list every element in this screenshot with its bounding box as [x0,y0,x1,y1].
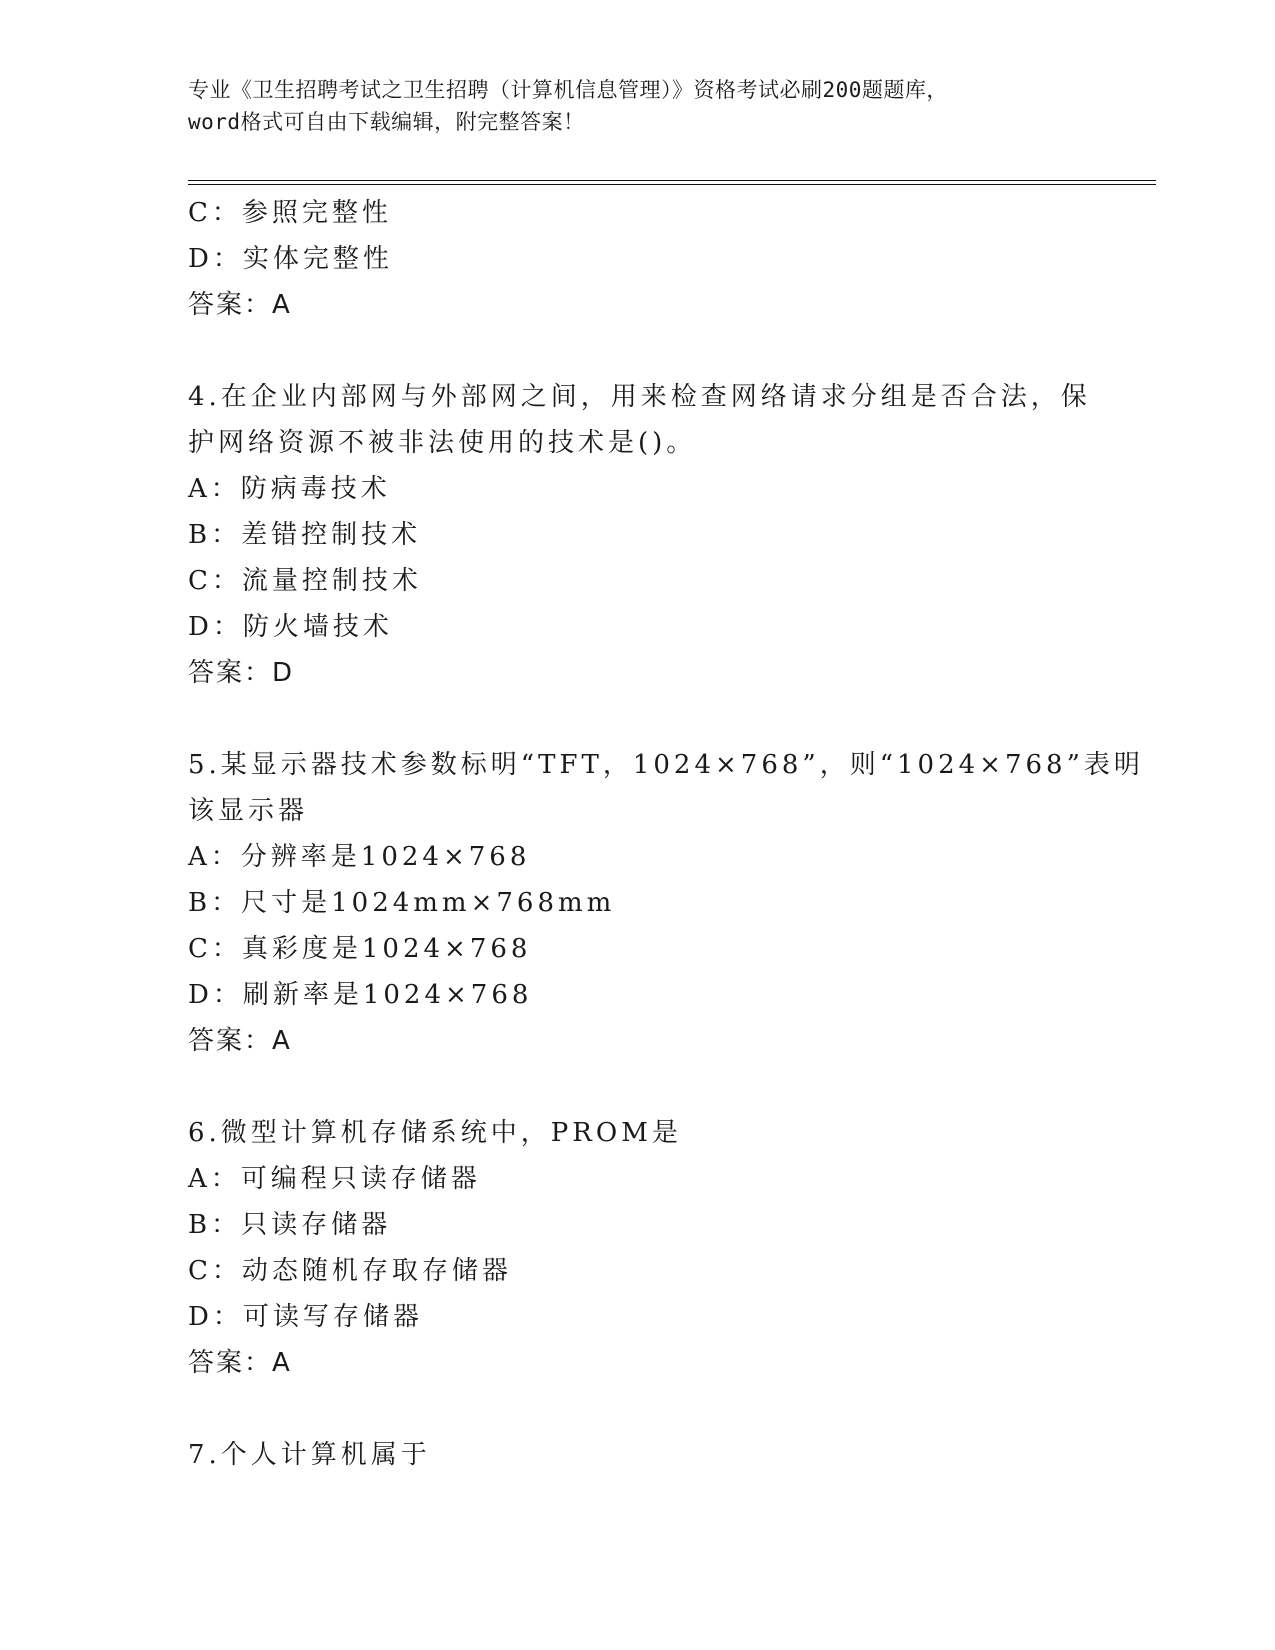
question-stem: 护网络资源不被非法使用的技术是()。 [188,428,697,458]
option-d: D：刷新率是1024×768 [188,980,533,1010]
option-a: A：可编程只读存储器 [188,1164,481,1194]
question-stem: 5.某显示器技术参数标明“TFT，1024×768”，则“1024×768”表明 [188,750,1144,780]
question-4 [188,374,1091,696]
spacer [188,328,1088,374]
option-c: C：参照完整性 [188,198,392,228]
question-stem: 4.在企业内部网与外部网之间，用来检查网络请求分组是否合法，保 [188,382,1091,412]
question-stem: 该显示器 [188,796,309,826]
header-title-line: 专业《卫生招聘考试之卫生招聘（计算机信息管理）》资格考试必刷200题题库， [188,78,948,102]
question-3-tail [188,190,1088,328]
option-d: D：可读写存储器 [188,1302,423,1332]
answer: 答案：A [188,1026,292,1056]
option-c: C：动态随机存取存储器 [188,1256,512,1286]
header-subtitle-line: word格式可自由下载编辑，附完整答案！ [188,110,585,134]
option-a: A：防病毒技术 [188,474,391,504]
document-header [188,74,1088,138]
header-divider-top [188,180,1156,181]
question-6 [188,1110,1088,1386]
option-c: C：真彩度是1024×768 [188,934,532,964]
answer: 答案：D [188,658,295,688]
question-5 [188,742,1144,1064]
spacer [188,696,1088,742]
option-d: D：防火墙技术 [188,612,393,642]
question-stem: 6.微型计算机存储系统中，PROM是 [188,1118,682,1148]
answer: 答案：A [188,290,292,320]
header-divider-bottom [188,184,1156,185]
option-d: D：实体完整性 [188,244,393,274]
spacer [188,1064,1088,1110]
option-b: B：尺寸是1024mm×768mm [188,888,616,918]
option-b: B：差错控制技术 [188,520,422,550]
option-b: B：只读存储器 [188,1210,392,1240]
question-list [188,190,1144,1478]
answer: 答案：A [188,1348,292,1378]
spacer [188,1386,1088,1432]
question-7 [188,1432,1088,1478]
question-stem: 7.个人计算机属于 [188,1440,431,1470]
option-c: C：流量控制技术 [188,566,422,596]
option-a: A：分辨率是1024×768 [188,842,531,872]
